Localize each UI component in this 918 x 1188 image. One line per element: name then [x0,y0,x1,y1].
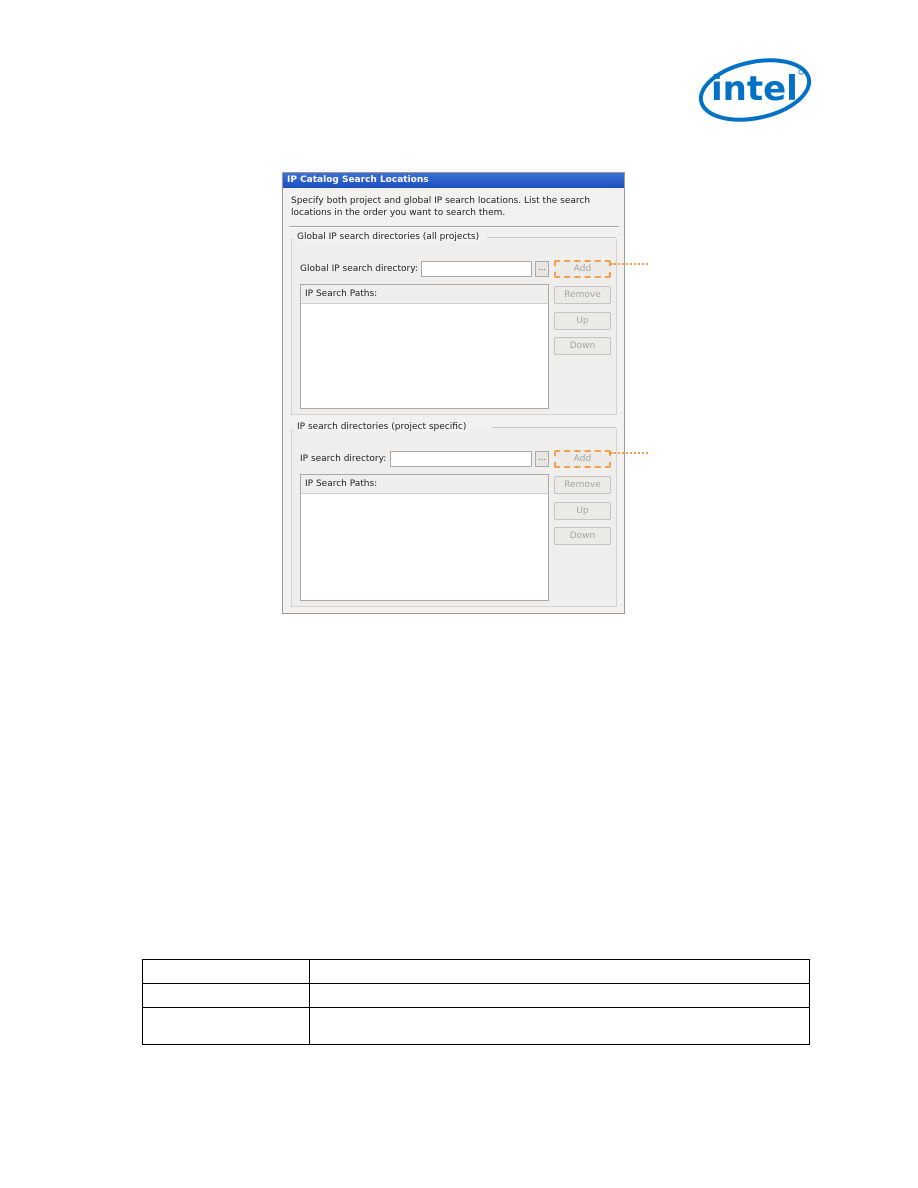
dialog-title: IP Catalog Search Locations [283,173,624,188]
dialog-intro-text: Specify both project and global IP search locations. List the search locations in the order you want to search them. [291,196,591,218]
project-add-button[interactable]: Add [554,450,611,468]
global-group-legend: Global IP search directories (all projects) [297,232,482,242]
table-row [143,960,810,984]
project-search-paths-list[interactable] [300,474,549,601]
project-ip-search-group [291,422,617,607]
global-down-button[interactable]: Down [554,337,611,355]
ip-catalog-search-locations-dialog [282,172,625,614]
project-add-callout-line [611,452,648,454]
table-cell [310,984,810,1008]
global-search-paths-list[interactable] [300,284,549,409]
global-add-button[interactable]: Add [554,260,611,278]
table-cell [310,1008,810,1045]
table-cell [143,960,310,984]
global-dir-label: Global IP search directory: [300,264,418,274]
global-ip-search-group [291,232,617,415]
project-up-button[interactable]: Up [554,502,611,520]
group-border [487,237,616,238]
project-paths-header: IP Search Paths: [301,475,548,494]
global-remove-button[interactable]: Remove [554,286,611,304]
global-browse-button[interactable]: ... [535,261,549,277]
dialog-separator [289,226,619,228]
global-up-button[interactable]: Up [554,312,611,330]
global-paths-header: IP Search Paths: [301,285,548,304]
table-cell [143,984,310,1008]
project-browse-button[interactable]: ... [535,451,549,467]
svg-text:intel: intel [711,69,798,109]
table-cell [143,1008,310,1045]
project-group-legend: IP search directories (project specific) [297,422,469,432]
project-remove-button[interactable]: Remove [554,476,611,494]
intel-logo [695,52,815,124]
table-cell [310,960,810,984]
global-dir-input[interactable] [421,261,532,277]
info-table [142,959,810,1045]
project-dir-label: IP search directory: [300,454,387,464]
project-dir-input[interactable] [390,451,532,467]
project-down-button[interactable]: Down [554,527,611,545]
global-add-callout-line [611,263,648,265]
group-border [492,427,616,428]
table-row [143,1008,810,1045]
table-row [143,984,810,1008]
